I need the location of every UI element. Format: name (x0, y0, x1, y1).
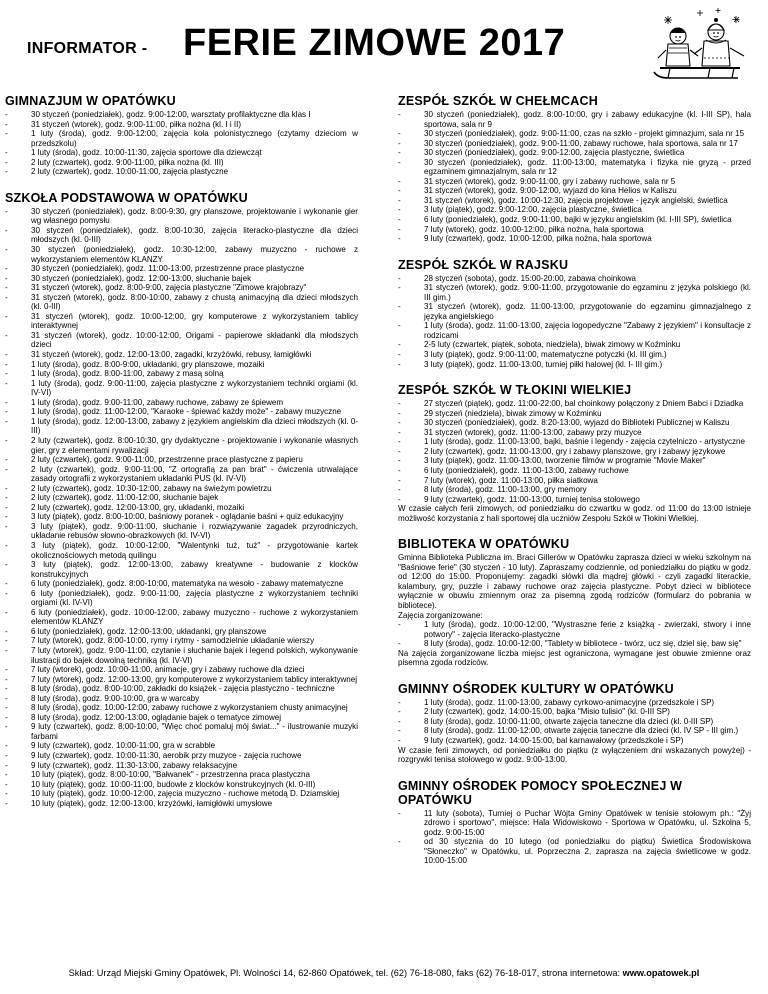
list-item: - 7 luty (wtorek), godz. 12:00-13:00, gry komputerowe z wykorzystaniem tablicy interaktywnej (5, 675, 358, 685)
section-title: SZKOŁA PODSTAWOWA W OPATÓWKU (5, 190, 248, 205)
list-item: - 1 luty (środa), godz. 10:00-11:30, zajęcia sportowe dla dziewcząt (5, 148, 358, 158)
list-item: - 2 luty (czwartek), godz. 12:00-13:00, gry, układanki, mozaiki (5, 503, 358, 513)
list-item: - 1 luty (środa), godz. 11:00-12:00, "Karaoke - śpiewać każdy może" - zabawy muzyczne (5, 407, 358, 417)
list-item: - 9 luty (czwartek), godz. 10:00-11:00, gra w scrabble (5, 741, 358, 751)
section-chelmce (398, 94, 751, 244)
footer-url[interactable]: www.opatowek.pl (622, 968, 700, 978)
right-column (398, 92, 751, 866)
list-item: - 2 luty (czwartek), godz. 11:00-13:00, gry i zabawy planszowe, gry i zabawy językowe (398, 447, 751, 457)
list-item: - 9 luty (czwartek), godz. 8:00-10:00, "Więc choć pomaluj mój świat..." - ilustrowanie muzyki farbami (5, 722, 358, 741)
list-item: - 1 luty (środa), godz. 8:00-9:00, układanki, gry planszowe, mozaiki (5, 360, 358, 370)
list-item: - 31 styczeń (wtorek), godz. 9:00-11:00, piłka nożna (kl. I i II) (5, 120, 358, 130)
section-title: ZESPÓŁ SZKÓŁ W TŁOKINI WIELKIEJ (398, 383, 632, 398)
list-item: - 8 luty (środa), godz. 11:00-12:00, otwarte zajęcia taneczne dla dzieci (kl. IV SP - III gim.) (398, 726, 751, 736)
list-item: - 6 luty (poniedziałek), godz. 9:00-11:00, zajęcia plastyczne z wykorzystaniem techniki orgiami (kl. IV-VI) (5, 589, 358, 608)
list-item: - 2 luty (czwartek), godz. 11:00-12:00, słuchanie bajek (5, 493, 358, 503)
event-list (398, 110, 751, 244)
list-item: - 8 luty (środa), godz. 8:00-10:00, zakładki do książek - zajęcia plastyczno - techniczne (5, 684, 358, 694)
list-item: - 6 luty (poniedziałek), godz. 10:00-12:00, zabawy muzyczno - ruchowe z wykorzystaniem elementów KLANZY (5, 608, 358, 627)
section-title: ZESPÓŁ SZKÓŁ W RAJSKU (398, 257, 569, 272)
event-list (398, 809, 751, 866)
list-item: - 31 styczeń (wtorek), godz. 11:00-13:00, zabawy przy muzyce (398, 428, 751, 438)
event-list (398, 698, 751, 746)
list-item: - 30 styczeń (poniedziałek), godz. 11:00-13:00, matematyka i fizyka nie gryzą - przed egzaminem gimnazjalnym, sala nr 12 (398, 158, 751, 177)
list-item: - 31 styczeń (wtorek), godz. 11:00-13:00, przygotowanie do egzaminu gimnazjalnego z języka angielskiego (398, 302, 751, 321)
list-item: - od 30 stycznia do 10 lutego (od poniedziałku do piątku) Świetlica Środowiskowa "Słoneczko" w Opatówku, ul. Poprzeczna 2, zaprasza na zajęcia świetlicowe w godz. 10:00-15:00 (398, 837, 751, 866)
list-item: - 10 luty (piątek), godz. 10:00-12:00, zajęcia muzyczno - ruchowe metodą D. Dziamskiej (5, 789, 358, 799)
list-item: - 2 luty (czwartek), godz. 10:00-11:00, zajęcia plastyczne (5, 167, 358, 177)
event-list (5, 110, 358, 177)
list-item: - 31 styczeń (wtorek), godz. 10:00-12:00, Origami - papierowe składanki dla młodszych dzieci (5, 331, 358, 350)
section-rajsko (398, 258, 751, 369)
list-item: - 27 styczeń (piątek), godz. 11:00-22:00, bal choinkowy połączony z Dniem Babci i Dziadka (398, 399, 751, 409)
list-item: - 1 luty (środa), godz. 9:00-11:00, zabawy ruchowe, zabawy ze śpiewem (5, 398, 358, 408)
footer-text: Skład: Urząd Miejski Gminy Opatówek, Pl. Wolności 14, 62-860 Opatówek, tel. (62) 76-18-080, faks (62) 76-18-017, strona internetowa: (68, 968, 623, 978)
list-item: - 11 luty (sobota), Turniej o Puchar Wójta Gminy Opatówek w tenisie stołowym ph.: "Żyj zdrowo i sportowo", miejsce: Hala Widowiskowo - Sportowa w Opatówku, ul. Szkolna 5, godz. 9:00-15:00 (398, 809, 751, 838)
section-szkola-podstawowa (5, 191, 358, 808)
list-item: - 9 luty (czwartek), godz. 10:00-11:30, aerobik przy muzyce - zajęcia ruchowe (5, 751, 358, 761)
list-item: - 8 luty (środa), godz. 9:00-10:00, gra w warcaby (5, 694, 358, 704)
list-item: - 7 luty (wtorek), godz. 11:00-13:00, piłka siatkowa (398, 476, 751, 486)
list-item: - 7 luty (wtorek), godz. 8:00-10:00, rymy i rytmy - samodzielnie układanie wierszy (5, 636, 358, 646)
list-item: - 9 luty (czwartek), godz. 11:00-13:00, turniej tenisa stołowego (398, 495, 751, 505)
list-item: - 6 luty (poniedziałek), godz. 8:00-10:00, matematyka na wesoło - zabawy matematyczne (5, 579, 358, 589)
list-item: - 30 styczeń (poniedziałek), godz. 9:00-12:00, zajęcia plastyczne, świetlica (398, 148, 751, 158)
list-item: - 7 luty (wtorek), godz. 9:00-11:00, czytanie i słuchanie bajek i legend polskich, wykonywanie ilustracji do bajek dowolną techniką (kl. IV-VI) (5, 646, 358, 665)
section-title: ZESPÓŁ SZKÓŁ W CHEŁMCACH (398, 94, 598, 108)
list-item: - 3 luty (piątek), godz. 11:00-13:00, tworzenie filmów w programie "Movie Maker" (398, 456, 751, 466)
event-list (398, 620, 751, 649)
section-tlokinia (398, 383, 751, 523)
header (0, 0, 768, 90)
list-item: - 9 luty (czwartek), godz. 10:00-12:00, piłka nożna, hala sportowa (398, 234, 751, 244)
list-item: - 10 luty (piątek), godz. 12:00-13:00, krzyżówki, łamigłówki umysłowe (5, 799, 358, 809)
list-item: - 1 luty (środa), godz. 9:00-12:00, zajęcia koła polonistycznego (czytamy dzieciom w przedszkolu) (5, 129, 358, 148)
list-item: - 3 luty (piątek), godz. 9:00-12:00, zajęcia plastyczne, świetlica (398, 205, 751, 215)
list-item: - 1 luty (środa), godz. 10:00-12:00, "Wystraszne ferie z książką - zwierzaki, stwory i inne potwory" - zajęcia literacko-plastyczne (398, 620, 751, 639)
list-item: - 31 styczeń (wtorek), godz. 9:00-12:00, wyjazd do kina Helios w Kaliszu (398, 186, 751, 196)
list-item: - 9 luty (czwartek), godz. 11:30-13:00, zabawy relaksacyjne (5, 761, 358, 771)
list-item: - 8 luty (środa), godz. 12:00-13:00, oglądanie bajek o tematyce zimowej (5, 713, 358, 723)
list-item: - 30 styczeń (poniedziałek), godz. 11:00-13:00, przestrzenne prace plastyczne (5, 264, 358, 274)
list-item: - 10 luty (piątek), godz. 8:00-10:00, "Bałwanek" - przestrzenna praca plastyczna (5, 770, 358, 780)
section-gok (398, 682, 751, 765)
section-title: GMINNY OŚRODEK KULTURY W OPATÓWKU (398, 681, 674, 696)
list-item: - 9 luty (czwartek), godz. 14:00-15:00, bal karnawałowy (przedszkole i SP) (398, 736, 751, 746)
list-item: - 30 styczeń (poniedziałek), godz. 9:00-11:00, zabawy ruchowe, hala sportowa, sala nr 17 (398, 139, 751, 149)
list-item: - 30 styczeń (poniedziałek), godz. 8:00-10:00, gry i zabawy edukacyjne (kl. I-III SP), hala sportowa, sala nr 9 (398, 110, 751, 129)
list-item: - 31 styczeń (wtorek), godz. 9:00-11:00, przygotowanie do egzaminu z języka polskiego (kl. III gim.) (398, 283, 751, 302)
section-subtitle: Zajęcia zorganizowane: (398, 610, 483, 620)
list-item: - 29 styczeń (niedziela), biwak zimowy w Koźminku (398, 409, 751, 419)
list-item: - 6 luty (poniedziałek), godz. 9:00-11:00, bajki w języku angielskim (kl. I-III SP), świetlica (398, 215, 751, 225)
list-item: - 8 luty (środa), godz. 11:00-13:00, gry memory (398, 485, 751, 495)
list-item: - 2 luty (czwartek), godz. 8:00-10:30, gry dydaktyczne - projektowanie i wykonanie własnych gier, gry z elementami rywalizacji (5, 436, 358, 455)
list-item: - 1 luty (środa), godz. 11:00-13:00, zajęcia logopedyczne "Zabawy z językiem" i konsultacje z rodzicami (398, 321, 751, 340)
list-item: - 28 styczeń (sobota), godz. 15:00-20:00, zabawa choinkowa (398, 274, 751, 284)
list-item: - 31 styczeń (wtorek), godz. 9:00-11:00, gry i zabawy ruchowe, sala nr 5 (398, 177, 751, 187)
event-list (398, 399, 751, 504)
left-column (5, 92, 358, 808)
sled-children-illustration-icon (648, 6, 756, 86)
section-title: GIMNAZJUM W OPATÓWKU (5, 94, 176, 108)
section-gops (398, 779, 751, 866)
list-item: - 6 luty (poniedziałek), godz. 11:00-13:00, zabawy ruchowe (398, 466, 751, 476)
event-list (5, 207, 358, 808)
list-item: - 30 styczeń (poniedziałek), godz. 9:00-12:00, warsztaty profilaktyczne dla klas I (5, 110, 358, 120)
section-title: GMINNY OŚRODEK POMOCY SPOŁECZNEJ W OPATÓWKU (398, 778, 683, 807)
list-item: - 8 luty (środa), godz. 10:00-11:00, otwarte zajęcia taneczne dla dzieci (kl. 0-III SP) (398, 717, 751, 727)
section-note: W czasie ferii zimowych, od poniedziałku do piątku (z wyłączeniem dni wskazanych powyżej) - rozgrywki tenisa stołowego w godz. 9:00-13:00. (398, 745, 751, 765)
list-item: - 7 luty (wtorek), godz. 10:00-12:00, piłka nożna, hala sportowa (398, 225, 751, 235)
list-item: - 7 luty (wtorek), godz. 10:00-11:00, animacje, gry i zabawy ruchowe dla dzieci (5, 665, 358, 675)
list-item: - 1 luty (środa), godz. 9:00-11:00, zajęcia plastyczne z wykorzystaniem techniki orgiami (kl. IV-VI) (5, 379, 358, 398)
list-item: - 30 styczeń (poniedziałek), godz. 10:30-12:00, zabawy muzyczno - ruchowe z wykorzystaniem elementów KLANZY (5, 245, 358, 264)
list-item: - 3 luty (piątek), godz. 10:00-12:00, "Walentynki tuż, tuż" - przygotowanie kartek okolicznościowych metodą quilingu (5, 541, 358, 560)
page-title: FERIE ZIMOWE 2017 (183, 22, 566, 64)
list-item: - 31 styczeń (wtorek), godz. 10:00-12:30, zajęcia projektowe - język angielski, świetlica (398, 196, 751, 206)
list-item: - 3 luty (piątek), godz. 12:00-13:00, zabawy kreatywne - budowanie z klocków konstrukcyjnych (5, 560, 358, 579)
list-item: - 8 luty (środa), godz. 10:00-12:00, "Tablety w bibliotece - twórz, ucz się, dziel się, baw się" (398, 639, 751, 649)
list-item: - 2 luty (czwartek), godz. 9:00-11:00, "Z ortografią za pan brat" - ćwiczenia utrwalające zasady ortografii z wykorzystaniem układanki PUS (kl. IV-VI) (5, 465, 358, 484)
list-item: - 8 luty (środa), godz. 10:00-12:00, zabawy ruchowe z wykorzystaniem chusty animacyjnej (5, 703, 358, 713)
list-item: - 1 luty (środa), godz. 12:00-13:00, zabawy z językiem angielskim dla dzieci młodszych (kl. 0-III) (5, 417, 358, 436)
footer (0, 968, 768, 978)
list-item: - 2 luty (czwartek), godz. 9:00-11:00, przestrzenne prace plastyczne z papieru (5, 455, 358, 465)
list-item: - 2 luty (czwartek), godz. 9:00-11:00, piłka nożna (kl. III) (5, 158, 358, 168)
list-item: - 1 luty (środa), godz. 11:00-13:00, bajki, baśnie i legendy - zajęcia czytelniczo - artystyczne (398, 437, 751, 447)
list-item: - 31 styczeń (wtorek), godz. 8:00-9:00, zajęcia plastyczne "Zimowe krajobrazy" (5, 283, 358, 293)
list-item: - 3 luty (piątek), godz. 8:00-10:00, baśniowy poranek - oglądanie baśni + quiz edukacyjny (5, 512, 358, 522)
list-item: - 10 luty (piątek), godz. 10:00-11:00, budowle z klocków konstrukcyjnych (kl. 0-III) (5, 780, 358, 790)
section-note: Na zajęcia zorganizowane liczba miejsc jest ograniczona, wymagane jest obuwie zmienne oraz pisemna zgoda rodziców. (398, 648, 751, 668)
list-item: - 1 luty (środa), godz. 11:00-13:00, zabawy cyrkowo-animacyjne (przedszkole i SP) (398, 698, 751, 708)
section-biblioteka (398, 537, 751, 668)
section-intro: Gminna Biblioteka Publiczna im. Braci Gillerów w Opatówku zaprasza dzieci w wieku szkolnym na "Baśniowe ferie" (30 styczeń - 10 luty). Zapraszamy codziennie, od poniedziałku do piątku w godz. od 12:00 do 15:00. Proponujemy: zagadki słówki dla mądrej główki - czyli zagadki literackie, kalambury, gry, puzzle i zabawy ruchowe oraz zajęcia plastyczne. Pobyt dzieci w bibliotece wyłącznie w obuwiu zmiennym oraz za pisemną zgodą rodziców (formularz do pobrania w bibliotece). (398, 553, 751, 610)
list-item: - 31 styczeń (wtorek), godz. 12:00-13:00, zagadki, krzyżówki, rebusy, łamigłówki (5, 350, 358, 360)
list-item: - 31 styczeń (wtorek), godz. 10:00-12:00, gry komputerowe z wykorzystaniem tablicy interaktywnej (5, 312, 358, 331)
informator-label: INFORMATOR - (27, 40, 148, 57)
list-item: - 2 luty (czwartek), godz. 10:30-12:00, zabawy na świeżym powietrzu (5, 484, 358, 494)
list-item: - 30 styczeń (poniedziałek), godz. 8:00-10:30, zajęcia literacko-plastyczne dla dzieci młodszych (kl. 0-III) (5, 226, 358, 245)
list-item: - 30 styczeń (poniedziałek), godz. 12:00-13:00, słuchanie bajek (5, 274, 358, 284)
list-item: - 31 styczeń (wtorek), godz. 8:00-10:00, zabawy z chustą animacyjną dla dzieci młodszych (kl. 0-III) (5, 293, 358, 312)
list-item: - 3 luty (piątek), godz. 9:00-11:00, słuchanie i rozwiązywanie zagadek przyrodniczych, układanie rebusów słowno-obrazkowych (kl. IV-VI) (5, 522, 358, 541)
list-item: - 30 styczeń (poniedziałek), godz. 8:00-9:30, gry planszowe, projektowanie i wykonanie gier wg własnego pomysłu (5, 207, 358, 226)
list-item: - 1 luty (środa), godz. 8:00-11:00, zabawy z masą solną (5, 369, 358, 379)
section-note: W czasie całych ferii zimowych, od poniedziałku do czwartku w godz. od 11:00 do 13:00 istnieje możliwość korzystania z hali sportowej dla uczniów Zespołu Szkół w Tłokini Wielkiej. (398, 504, 751, 523)
section-gimnazjum (5, 94, 358, 177)
list-item: - 2-5 luty (czwartek, piątek, sobota, niedziela), biwak zimowy w Koźminku (398, 340, 751, 350)
list-item: - 6 luty (poniedziałek), godz. 12:00-13:00, układanki, gry planszowe (5, 627, 358, 637)
event-list (398, 274, 751, 369)
list-item: - 3 luty (piątek), godz. 11:00-13:00, turniej piłki halowej (kl. I- III gim.) (398, 360, 751, 370)
section-title: BIBLIOTEKA W OPATÓWKU (398, 537, 570, 552)
list-item: - 3 luty (piątek), godz. 9:00-11:00, matematyczne potyczki (kl. III gim.) (398, 350, 751, 360)
list-item: - 30 styczeń (poniedziałek), godz. 8:20-13:00, wyjazd do Biblioteki Publicznej w Kaliszu (398, 418, 751, 428)
list-item: - 30 styczeń (poniedziałek), godz. 9:00-11:00, czas na szkło - projekt gimnazjum, sala nr 15 (398, 129, 751, 139)
list-item: - 2 luty (czwartek), godz. 14:00-15:00, bajka "Misio tulisio" (kl. 0-III SP) (398, 707, 751, 717)
